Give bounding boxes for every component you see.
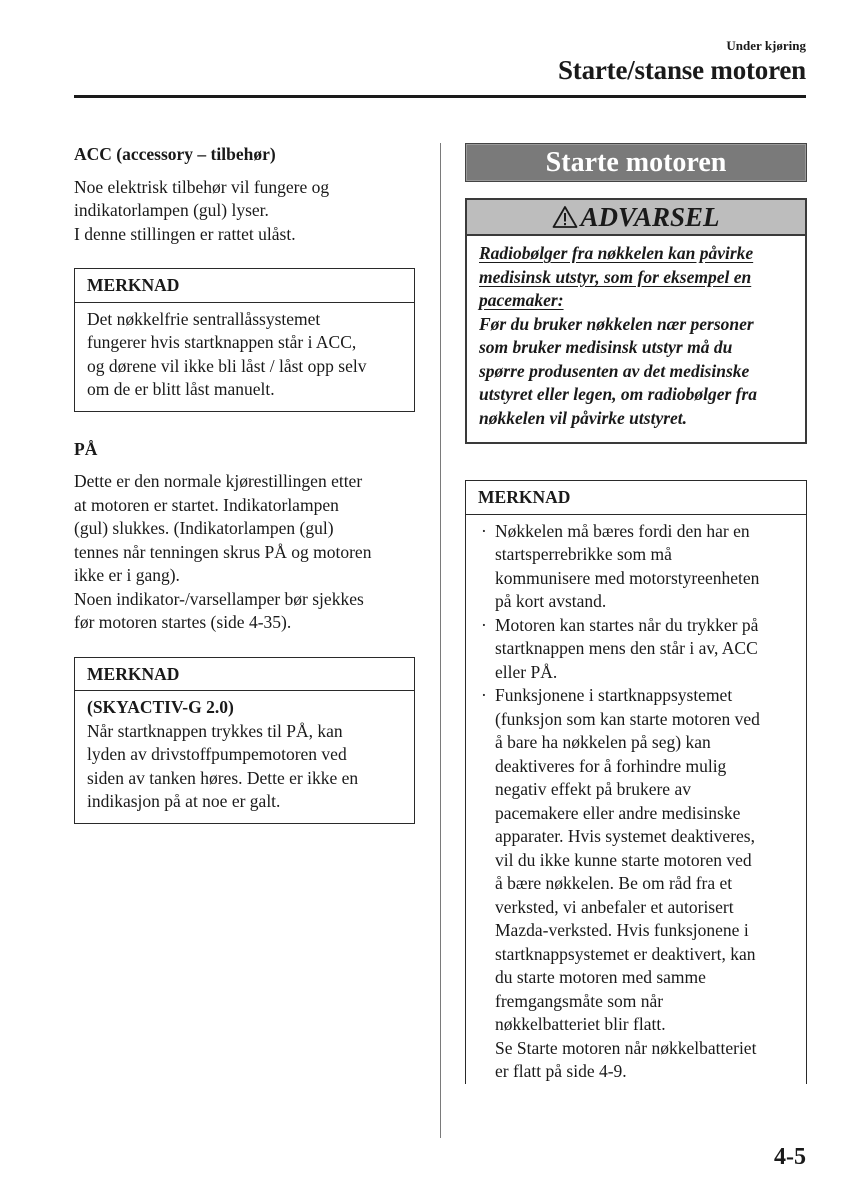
list-item [478, 520, 794, 614]
pa-text [74, 470, 415, 635]
note-heading: MERKNAD [466, 481, 806, 515]
text-line: (gul) slukkes. (Indikatorlampen (gul) [74, 518, 334, 538]
left-column [74, 143, 415, 824]
text-line: på kort avstand. [495, 591, 607, 611]
note-box-key [465, 480, 807, 1084]
text-line: Motoren kan startes når du trykker på [495, 614, 759, 635]
text-line: Før du bruker nøkkelen nær personer [479, 313, 754, 334]
text-line: nøkkelen vil påvirke utstyret. [479, 407, 688, 428]
text-line: startknappsystemet er deaktivert, kan [495, 943, 756, 964]
text-line: negativ effekt på brukere av [495, 779, 691, 799]
text-line: indikatorlampen (gul) lyser. [74, 200, 269, 220]
text-line: Noe elektrisk tilbehør vil fungere og [74, 176, 330, 197]
text-line: Når startknappen trykkes til PÅ, kan [87, 720, 343, 741]
acc-text [74, 176, 415, 247]
page-number: 4-5 [774, 1144, 806, 1170]
text-line: kommunisere med motorstyreenheten [495, 567, 760, 588]
acc-heading: ACC (accessory – tilbehør) [74, 144, 276, 164]
text-line: og dørene vil ikke bli låst / låst opp selv [87, 355, 367, 376]
note-body [75, 303, 414, 411]
text-line: før motoren startes (side 4-35). [74, 612, 292, 632]
text-line: (funksjon som kan starte motoren ved [495, 708, 760, 729]
note-body [466, 515, 806, 1084]
text-line: at motoren er startet. Indikatorlampen [74, 494, 339, 515]
text-line: fungerer hvis startknappen står i ACC, [87, 332, 357, 352]
note-body [75, 691, 414, 823]
section-title-bar: Starte motoren [465, 143, 807, 182]
list-item [478, 684, 794, 1084]
note-box-acc [74, 268, 415, 412]
text-line: Radiobølger fra nøkkelen kan påvirke [479, 243, 754, 263]
warning-heading [467, 200, 805, 236]
page-title: Starte/stanse motoren [557, 55, 806, 85]
text-line: medisinsk utstyr, som for eksempel en [479, 266, 752, 287]
text-line: Dette er den normale kjørestillingen etter [74, 471, 363, 491]
text-line: verksted, vi anbefaler et autorisert [495, 896, 734, 917]
pa-heading: PÅ [74, 438, 98, 459]
column-divider [440, 143, 441, 1138]
text-line: å bære nøkkelen. Be om råd fra et [495, 873, 733, 893]
text-line: er flatt på side 4-9. [495, 1061, 627, 1081]
text-line: Nøkkelen må bæres fordi den har en [495, 520, 750, 541]
text-line: lyden av drivstoffpumpemotoren ved [87, 744, 347, 764]
right-column [465, 143, 807, 1084]
warning-body [467, 236, 805, 442]
text-line: ikke er i gang). [74, 565, 180, 585]
text-line: apparater. Hvis systemet deaktiveres, [495, 826, 755, 846]
note-box-skyactiv [74, 657, 415, 824]
text-line: vil du ikke kunne starte motoren ved [495, 849, 752, 870]
text-line: siden av tanken høres. Dette er ikke en [87, 767, 359, 788]
text-line: som bruker medisinsk utstyr må du [479, 337, 733, 357]
text-line: Funksjonene i startknappsystemet [495, 685, 733, 705]
list-item [478, 614, 794, 685]
text-line: utstyret eller legen, om radiobølger fra [479, 384, 758, 404]
text-line: spørre produsenten av det medisinske [479, 360, 750, 381]
text-line: pacemaker: [479, 290, 564, 310]
text-line: deaktiveres for å forhindre mulig [495, 755, 727, 776]
text-line: eller PÅ. [495, 661, 558, 682]
text-line: du starte motoren med samme [495, 967, 706, 987]
bullet-list [478, 520, 794, 1084]
warning-triangle-icon [552, 205, 578, 229]
warning-box [465, 198, 807, 444]
text-line: indikasjon på at noe er galt. [87, 791, 281, 811]
warning-text [479, 313, 793, 431]
text-line: Det nøkkelfrie sentrallåssystemet [87, 308, 321, 329]
text-line: pacemakere eller andre medisinske [495, 802, 741, 823]
text-line: fremgangsmåte som når [495, 990, 664, 1011]
text-line: om de er blitt låst manuelt. [87, 379, 275, 399]
text-line: tennes når tenningen skrus PÅ og motoren [74, 541, 372, 562]
text-line: startsperrebrikke som må [495, 544, 672, 564]
text-line: Mazda-verksted. Hvis funksjonene i [495, 920, 749, 940]
header-rule [74, 95, 806, 98]
warning-label: ADVARSEL [580, 202, 720, 232]
text-line: nøkkelbatteriet blir flatt. [495, 1014, 666, 1034]
text-line: Noen indikator-/varsellamper bør sjekkes [74, 588, 364, 609]
running-section-label: Under kjøring [726, 38, 806, 53]
text-line: Se Starte motoren når nøkkelbatteriet [495, 1037, 757, 1058]
text-line: startknappen mens den står i av, ACC [495, 638, 758, 658]
note-heading: MERKNAD [75, 269, 414, 303]
text-line: å bare ha nøkkelen på seg) kan [495, 732, 711, 752]
note-subheading: (SKYACTIV-G 2.0) [87, 697, 234, 717]
warning-lead [479, 242, 793, 313]
note-heading: MERKNAD [75, 658, 414, 692]
text-line: I denne stillingen er rattet ulåst. [74, 223, 296, 244]
